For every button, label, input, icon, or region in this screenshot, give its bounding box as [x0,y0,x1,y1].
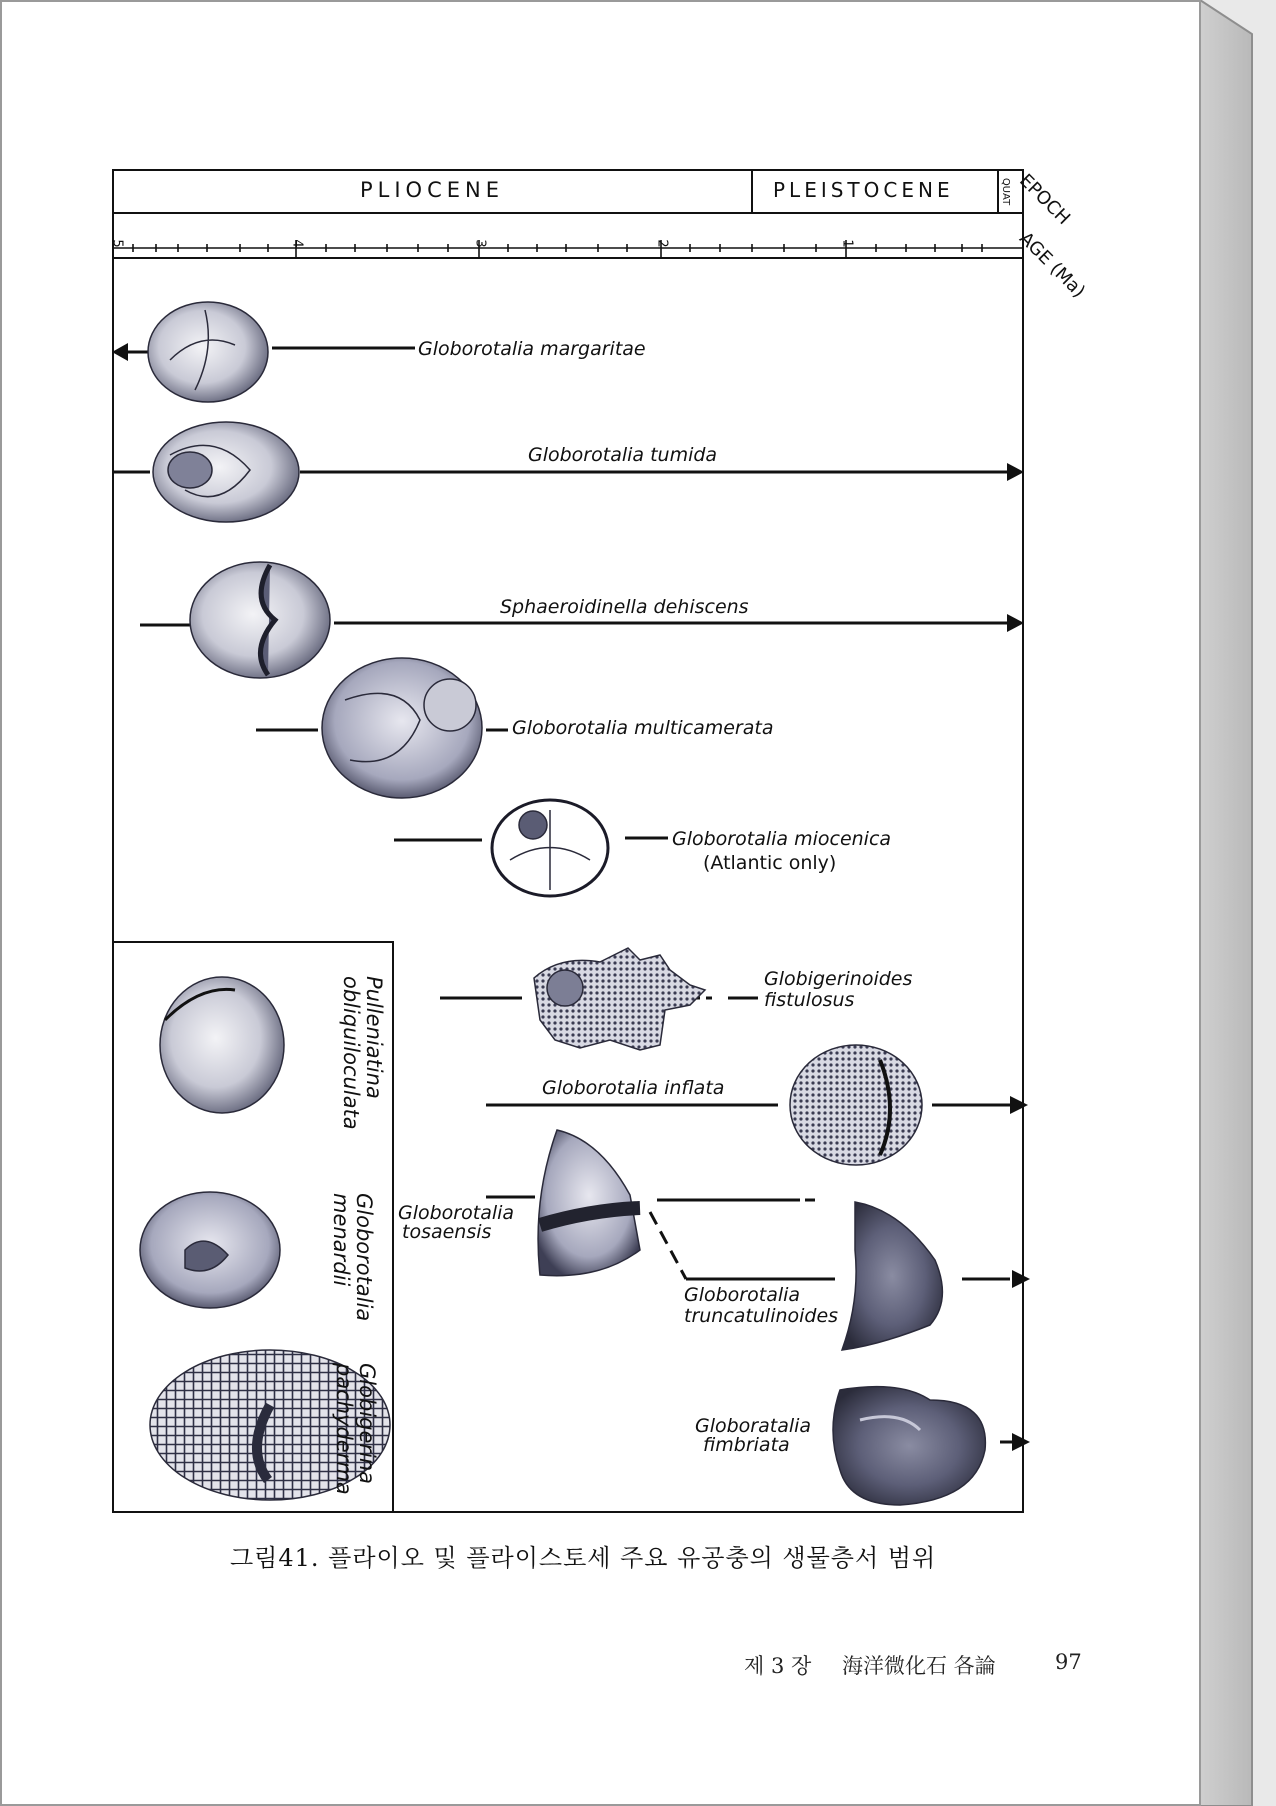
fossil-inflata [790,1045,922,1165]
page-number: 97 [1055,1650,1082,1674]
label-miocenica-note: (Atlantic only) [703,852,837,874]
figure-caption: 그림41. 플라이오 및 플라이스토세 주요 유공충의 생물층서 범위 [230,1544,937,1572]
age-tick-5: 5 [109,239,125,248]
fossil-multicamerata [322,658,482,798]
age-tick-3: 3 [472,239,488,248]
epoch-pliocene: PLIOCENE [360,178,504,202]
age-label: AGE (Ma) [1015,228,1090,303]
epoch-pleistocene: PLEISTOCENE [773,178,954,202]
label-tosaensis-genus: Globorotalia [398,1202,515,1224]
fossil-pulleniatina [160,977,284,1113]
footer-chapter: 제 3 장 [744,1654,812,1678]
label-tosaensis-species: tosaensis [402,1221,492,1243]
label-dehiscens: Sphaeroidinella dehiscens [500,596,749,618]
label-fistulosus-genus: Globigerinoides [764,968,913,990]
label-inflata: Globorotalia inflata [542,1077,725,1099]
label-multicamerata: Globorotalia multicamerata [512,717,774,739]
fossil-margaritae [148,302,268,402]
label-fimbriata-species: fimbriata [703,1434,790,1456]
epoch-label: EPOCH [1015,170,1075,230]
footer-title: 海洋微化石 各論 [842,1654,996,1678]
label-margaritae: Globorotalia margaritae [418,338,646,360]
age-tick-2: 2 [654,239,670,248]
age-tick-1: 1 [839,239,855,248]
label-fimbriata-genus: Globoratalia [695,1415,812,1437]
inset-label-pulleniatina: Pulleniatina obliquiloculata [339,976,386,1130]
epoch-quat: QUAT [1000,177,1012,206]
label-tumida: Globorotalia tumida [528,444,718,466]
fossil-tumida [153,422,299,522]
fossil-dehiscens [190,562,330,678]
label-fistulosus-species: fistulosus [764,989,855,1011]
label-miocenica: Globorotalia miocenica [672,828,892,850]
label-truncatulinoides-species: truncatulinoides [684,1305,839,1327]
fossil-menardii [140,1192,280,1308]
inset-label-pachyderma: Globigerina pachyderma [332,1363,379,1495]
inset-label-menardii: Globorotalia menardii [329,1193,376,1322]
age-tick-4: 4 [289,239,305,248]
label-truncatulinoides-genus: Globorotalia [684,1284,801,1306]
fossil-miocenica [492,800,608,896]
